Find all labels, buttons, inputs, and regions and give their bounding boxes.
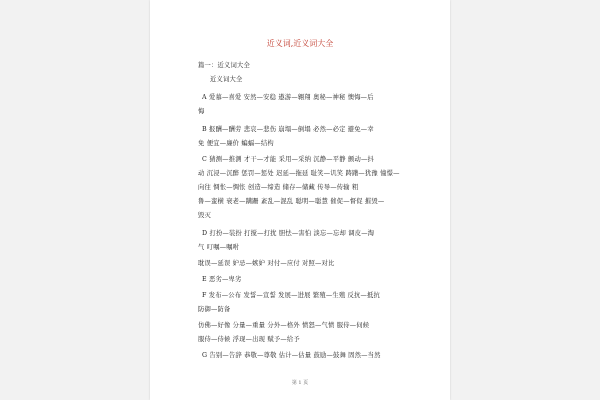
list-item: 仿佛—好像 分量—重量 分外—格外 愤怒—气愤 服侍—伺候: [198, 322, 370, 329]
list-item: 耽误—延误 妒忌—嫉妒 对付—应付 对照—对比: [198, 260, 335, 267]
document-page: [150, 0, 450, 400]
list-item: E 恶劣—卑劣: [202, 276, 242, 283]
list-item: 动 沉浸—沉醉 惩罚—惩处 迟延—拖延 耻笑—讥笑 踌躇—犹豫 憧憬—: [198, 170, 400, 177]
document-title: 近义词,近义词大全: [266, 39, 334, 48]
list-item: A 爱慕—喜爱 安然—安稳 遨游—翱翔 奥秘—神秘 懊悔—后: [202, 94, 374, 101]
list-item: D 打扮—装扮 打搅—打扰 胆怯—害怕 淡忘—忘却 调皮—淘: [202, 230, 375, 237]
list-item: B 报酬—酬劳 悲哀—悲伤 崩塌—倒塌 必然—必定 避免—幸: [202, 126, 374, 133]
list-item: F 发布—公布 发誓—宣誓 发展—进展 繁殖—生殖 反抗—抵抗: [202, 292, 380, 299]
list-item: 免 便宜—廉价 蝙蝠—结构: [198, 140, 274, 147]
list-item: C 猜测—推测 才干—才能 采用—采纳 沉静—平静 颤动—抖: [202, 156, 374, 163]
list-item: 防御—防备: [198, 306, 231, 313]
page-number: 第 1 页: [291, 380, 309, 386]
list-item: 向往 惆怅—惆怅 创造—缔造 储存—储藏 传导—传输 粗: [198, 184, 359, 191]
list-item: 悔: [198, 108, 205, 115]
subheading: 近义词大全: [210, 76, 243, 83]
list-item: 鲁—蛮横 衰老—蹒跚 紊乱—混乱 聪明—聪慧 催促—督促 摧毁—: [198, 198, 385, 205]
list-item: 气 叮嘱—嘱咐: [198, 244, 240, 251]
list-item: 毁灭: [198, 212, 211, 219]
list-item: G 告别—告辞 恭敬—尊敬 估计—估量 鼓励—鼓舞 固然—当然: [202, 352, 381, 359]
list-item: 服侍—侍候 浮现—出现 赋予—给予: [198, 336, 300, 343]
section-heading: 篇一：近义词大全: [198, 62, 250, 69]
